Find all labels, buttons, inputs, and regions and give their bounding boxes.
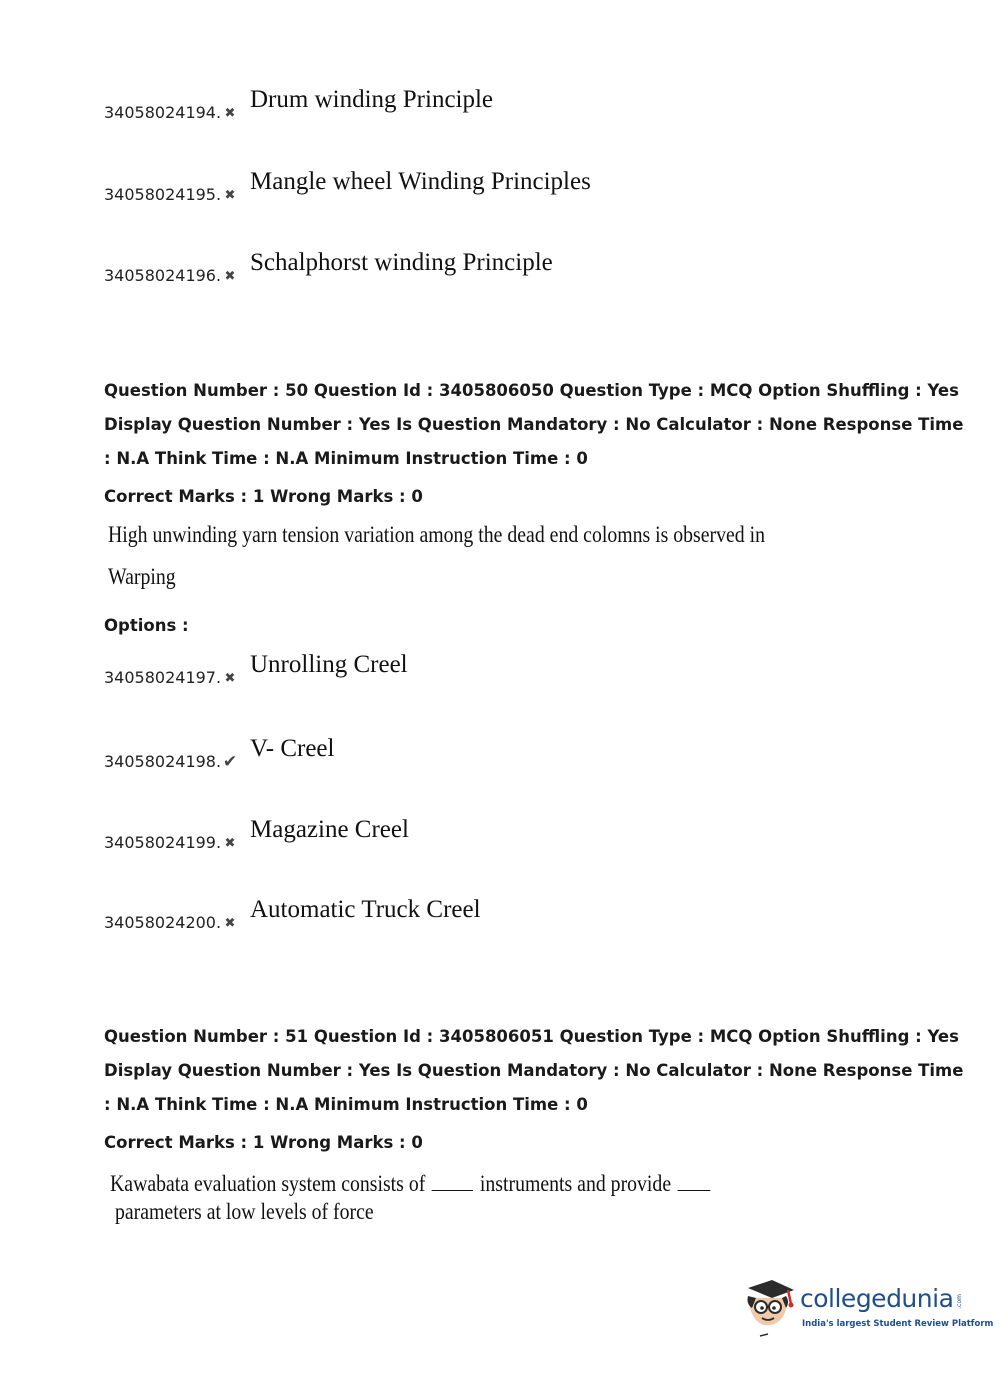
option-id: 34058024198. xyxy=(104,752,222,771)
answer-blank xyxy=(432,1189,473,1191)
question-meta-line: Display Question Number : Yes Is Question Mandatory : No Calculator : None Response Time xyxy=(104,1061,964,1080)
question-meta-line: Display Question Number : Yes Is Question Mandatory : No Calculator : None Response Time xyxy=(104,415,964,434)
options-label: Options : xyxy=(104,616,189,635)
question-text xyxy=(110,1171,712,1197)
cross-icon: ✖ xyxy=(224,188,236,203)
question-text: Warping xyxy=(108,564,176,589)
option-id: 34058024195. xyxy=(104,185,222,204)
option-id: 34058024194. xyxy=(104,103,222,122)
logo-domain: .com xyxy=(956,1294,963,1309)
question-text: High unwinding yarn tension variation among the dead end colomns is observed in xyxy=(108,522,766,547)
option-id: 34058024199. xyxy=(104,833,222,852)
option-row xyxy=(104,892,804,932)
option-text: Unrolling Creel xyxy=(250,651,408,678)
logo-wordmark: collegedunia xyxy=(800,1284,954,1313)
option-text: Mangle wheel Winding Principles xyxy=(250,168,591,195)
cross-icon: ✖ xyxy=(224,671,236,686)
option-row xyxy=(104,82,804,122)
mascot-icon xyxy=(742,1274,802,1344)
option-id: 34058024200. xyxy=(104,913,222,932)
option-text: Automatic Truck Creel xyxy=(250,896,481,923)
cross-icon: ✖ xyxy=(224,269,236,284)
option-id: 34058024197. xyxy=(104,668,222,687)
option-row xyxy=(104,647,804,687)
question-meta-line: : N.A Think Time : N.A Minimum Instruction Time : 0 xyxy=(104,1095,588,1114)
option-id: 34058024196. xyxy=(104,266,222,285)
option-row xyxy=(104,245,804,285)
option-text: Drum winding Principle xyxy=(250,86,494,113)
question-meta-line: : N.A Think Time : N.A Minimum Instruction Time : 0 xyxy=(104,449,588,468)
cross-icon: ✖ xyxy=(224,106,236,121)
answer-blank xyxy=(678,1189,711,1191)
option-row xyxy=(104,164,804,204)
question-meta-line: Question Number : 51 Question Id : 3405806051 Question Type : MCQ Option Shuffling : Yes xyxy=(104,1027,959,1046)
logo-tagline: India's largest Student Review Platform xyxy=(802,1319,994,1329)
question-text-part: instruments and provide xyxy=(479,1171,672,1196)
question-text-part: Kawabata evaluation system consists of xyxy=(110,1171,426,1196)
option-text: Magazine Creel xyxy=(250,816,409,843)
option-text: Schalphorst winding Principle xyxy=(250,249,553,276)
question-marks: Correct Marks : 1 Wrong Marks : 0 xyxy=(104,487,423,506)
collegedunia-logo xyxy=(742,1274,994,1344)
question-marks: Correct Marks : 1 Wrong Marks : 0 xyxy=(104,1133,423,1152)
question-text: parameters at low levels of force xyxy=(115,1199,374,1224)
cross-icon: ✖ xyxy=(224,916,236,931)
cross-icon: ✖ xyxy=(224,836,236,851)
option-row xyxy=(104,812,804,852)
check-icon: ✔ xyxy=(222,752,238,772)
question-meta-line: Question Number : 50 Question Id : 3405806050 Question Type : MCQ Option Shuffling : Yes xyxy=(104,381,959,400)
option-row xyxy=(104,731,804,771)
option-text: V- Creel xyxy=(250,735,335,762)
